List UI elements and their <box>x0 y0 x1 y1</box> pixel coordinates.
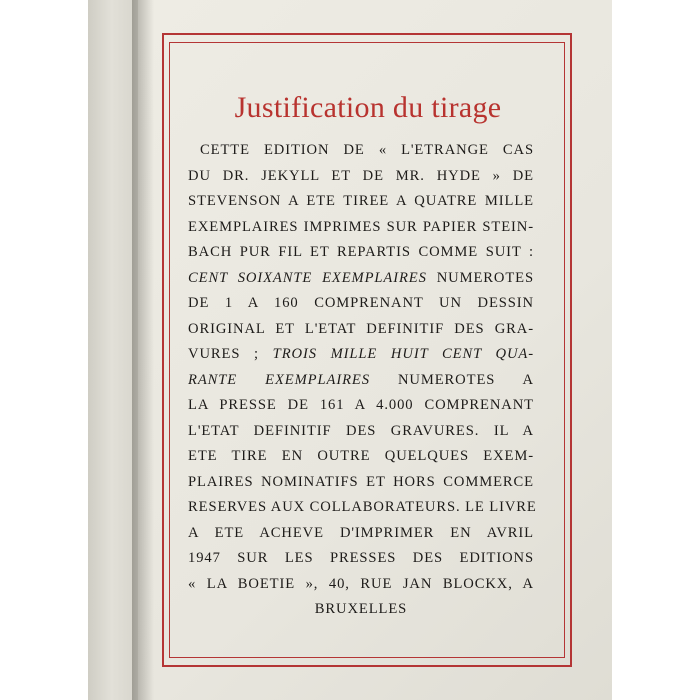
text-line: EXEMPLAIRES IMPRIMES SUR PAPIER STEIN- <box>188 218 534 235</box>
text-line: 1947 SUR LES PRESSES DES EDITIONS <box>188 550 534 566</box>
text-line: A ETE ACHEVE D'IMPRIMER EN AVRIL <box>188 524 534 541</box>
italic-phrase: RANTE <box>188 371 238 388</box>
text-line-mixed <box>188 368 534 394</box>
gutter-shadow <box>132 0 154 700</box>
text-line: STEVENSON A ETE TIREE A QUATRE MILLE <box>188 193 534 209</box>
text-line: BRUXELLES <box>314 601 408 617</box>
text-fragment: NUMEROTES <box>397 371 496 388</box>
text-line: DU DR. JEKYLL ET DE MR. HYDE » DE <box>188 167 534 184</box>
text-line: LA PRESSE DE 161 A 4.000 COMPRENANT <box>188 397 534 413</box>
text-line-mixed <box>188 266 534 292</box>
italic-phrase: EXEMPLAIRES <box>265 371 370 388</box>
text-line: ORIGINAL ET L'ETAT DEFINITIF DES GRA- <box>188 320 534 337</box>
italic-phrase: TROIS MILLE HUIT CENT QUA- <box>272 346 534 362</box>
text-line: L'ETAT DEFINITIF DES GRAVURES. IL A <box>188 422 534 439</box>
text-line: BACH PUR FIL ET REPARTIS COMME SUIT : <box>188 244 534 260</box>
text-fragment: A <box>522 371 534 388</box>
text-line: RESERVES AUX COLLABORATEURS. LE LIVRE <box>188 499 537 515</box>
text-line-mixed <box>188 342 534 368</box>
text-line: « LA BOETIE », 40, RUE JAN BLOCKX, A <box>188 575 534 592</box>
text-fragment: NUMEROTES <box>426 269 534 286</box>
italic-phrase: CENT SOIXANTE EXEMPLAIRES <box>188 269 427 286</box>
text-fragment: VURES ; <box>188 346 273 362</box>
text-line: PLAIRES NOMINATIFS ET HORS COMMERCE <box>188 473 534 490</box>
page-title: Justification du tirage <box>234 91 502 124</box>
text-line: CETTE EDITION DE « L'ETRANGE CAS <box>200 142 534 158</box>
colophon-text <box>188 138 537 623</box>
text-line: DE 1 A 160 COMPRENANT UN DESSIN <box>188 295 534 311</box>
text-line: ETE TIRE EN OUTRE QUELQUES EXEM- <box>188 448 534 464</box>
